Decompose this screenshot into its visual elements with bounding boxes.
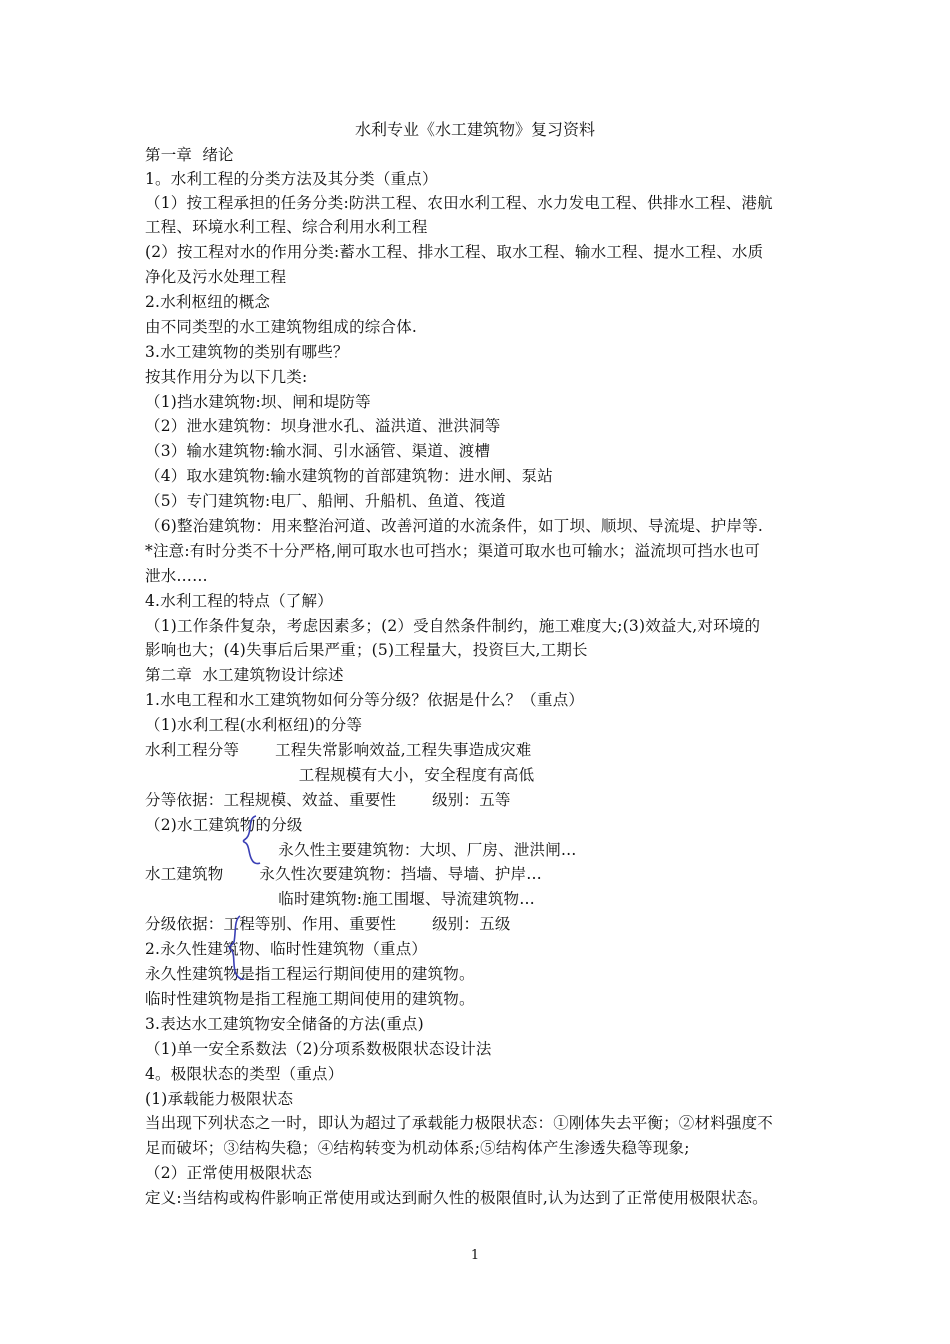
text-line: 泄水…… [145,567,208,585]
text-line: （4）取水建筑物:输水建筑物的首部建筑物：进水闸、泵站 [145,467,553,485]
text-line: *注意:有时分类不十分严格,闸可取水也可挡水；渠道可取水也可输水；溢流坝可挡水也可 [145,542,761,560]
text-line: 按其作用分为以下几类: [145,368,308,386]
text-line: 1.水电工程和水工建筑物如何分等分级？依据是什么？（重点） [145,691,585,709]
text-line: （5）专门建筑物:电厂、船闸、升船机、鱼道、筏道 [145,492,506,510]
text-line: 临时性建筑物是指工程施工期间使用的建筑物。 [145,990,475,1008]
text-line: （1)单一安全系数法（2)分项系数极限状态设计法 [145,1040,492,1058]
document-title: 水利专业《水工建筑物》复习资料 [354,120,595,139]
page-number: 1 [470,1248,480,1263]
text-line: 临时建筑物:施工围堰、导流建筑物… [145,890,535,908]
text-line: 水工建筑物 永久性次要建筑物：挡墙、导墙、护岸… [145,865,542,883]
text-line: （1)工作条件复杂，考虑因素多；(2）受自然条件制约，施工难度大;(3)效益大,对环境的 [145,617,761,635]
text-line: 永久性建筑物是指工程运行期间使用的建筑物。 [145,965,475,983]
text-line: （6)整治建筑物：用来整治河道、改善河道的水流条件，如丁坝、顺坝、导流堤、护岸等. [145,517,764,535]
text-line: 影响也大；(4)失事后后果严重；(5)工程量大，投资巨大,工期长 [145,641,588,659]
text-line: (2）按工程对水的作用分类:蓄水工程、排水工程、取水工程、输水工程、提水工程、水质 [145,243,764,261]
chapter-1-heading: 第一章 绪论 [145,146,234,164]
text-line: 工程规模有大小，安全程度有高低 [145,766,535,784]
text-line: 2.永久性建筑物、临时性建筑物（重点） [145,940,428,958]
text-line: 定义:当结构或构件影响正常使用或达到耐久性的极限值时,认为达到了正常使用极限状态。 [145,1189,768,1207]
text-line: （2)水工建筑物的分级 [145,816,303,834]
text-line: 分等依据：工程规模、效益、重要性 级别：五等 [145,791,511,809]
text-line: 足而破坏；③结构失稳；④结构转变为机动体系;⑤结构体产生渗透失稳等现象; [145,1139,690,1157]
text-line: 净化及污水处理工程 [145,268,287,286]
text-line: 水利工程分等 工程失常影响效益,工程失事造成灾难 [145,741,532,759]
text-line: 4.水利工程的特点（了解） [145,592,333,610]
text-line: 3.表达水工建筑物安全储备的方法(重点) [145,1015,424,1033]
brace-mark-icon [222,914,248,982]
text-line: （3）输水建筑物:输水洞、引水涵管、渠道、渡槽 [145,442,491,460]
text-line: 3.水工建筑物的类别有哪些？ [145,343,349,361]
text-line: 永久性主要建筑物：大坝、厂房、泄洪闸… [145,841,577,859]
text-line: 当出现下列状态之一时，即认为超过了承载能力极限状态：①刚体失去平衡；②材料强度不 [145,1114,774,1132]
text-line: 分级依据：工程等别、作用、重要性 级别：五级 [145,915,511,933]
text-line: (1)承载能力极限状态 [145,1090,294,1108]
text-line: （1）按工程承担的任务分类:防洪工程、农田水利工程、水力发电工程、供排水工程、港航 [145,194,773,212]
text-line: （1)水利工程(水利枢纽)的分等 [145,716,363,734]
chapter-2-heading: 第二章 水工建筑物设计综述 [145,666,344,684]
text-line: 1。水利工程的分类方法及其分类（重点） [145,170,438,188]
text-line: 4。极限状态的类型（重点） [145,1065,344,1083]
text-line: （1)挡水建筑物:坝、闸和堤防等 [145,393,371,411]
text-line: 由不同类型的水工建筑物组成的综合体. [145,318,418,336]
text-line: （2）正常使用极限状态 [145,1164,313,1182]
text-line: （2）泄水建筑物：坝身泄水孔、溢洪道、泄洪洞等 [145,417,501,435]
brace-mark-icon [238,814,264,866]
text-line: 工程、环境水利工程、综合利用水利工程 [145,218,428,236]
text-line: 2.水利枢纽的概念 [145,293,271,311]
